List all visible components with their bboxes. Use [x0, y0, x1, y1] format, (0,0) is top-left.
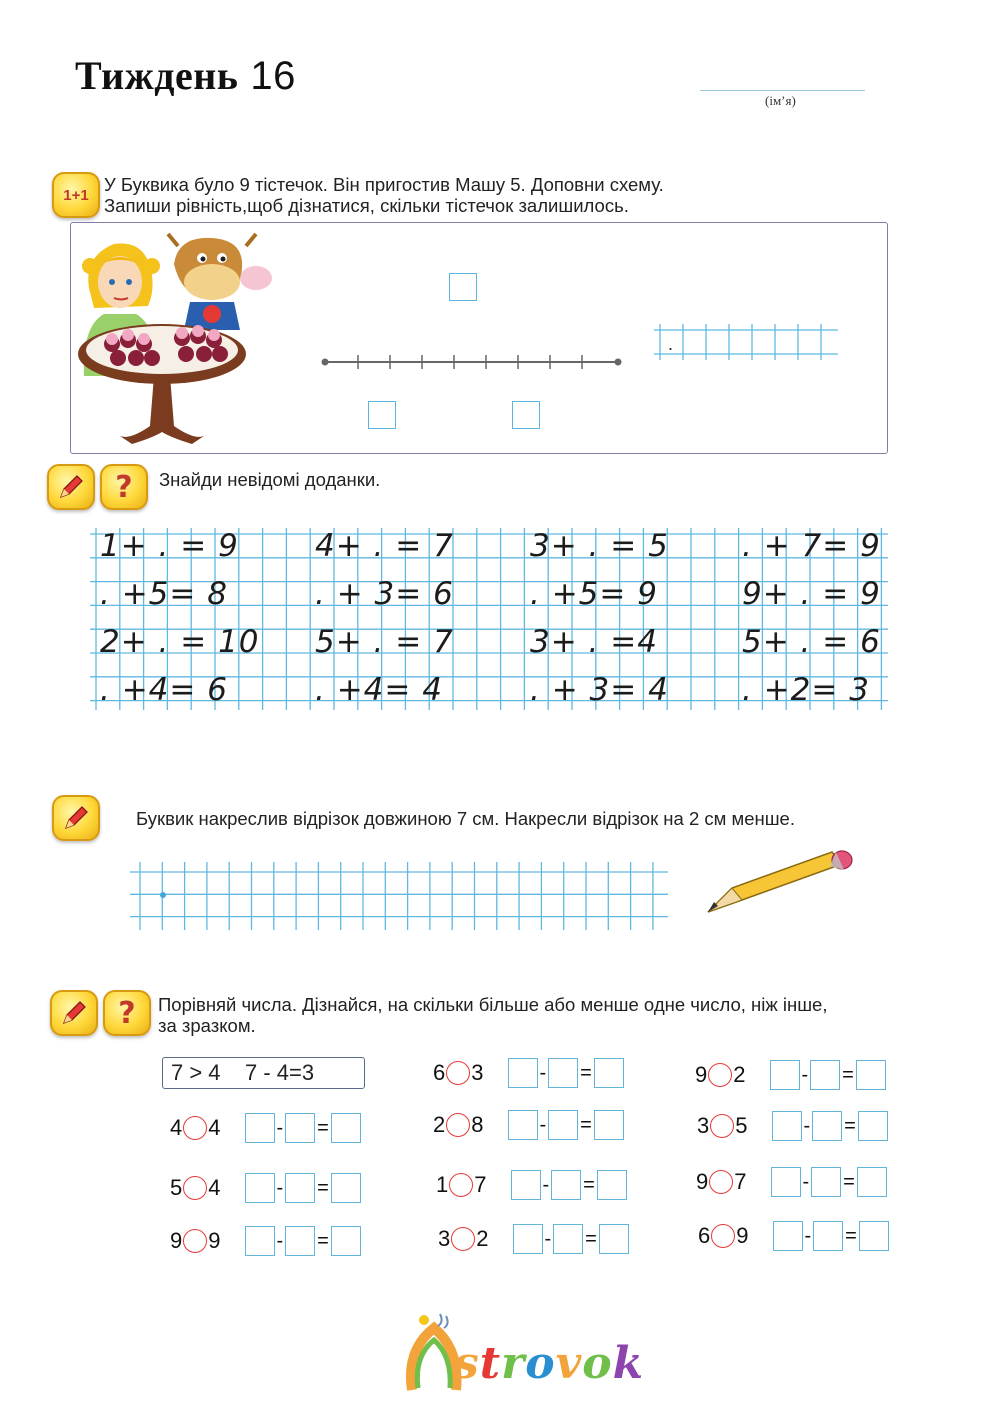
difference-box[interactable]: [331, 1226, 361, 1256]
number-a: 9: [695, 1062, 708, 1087]
logo-letter: k: [612, 1338, 645, 1389]
equals-sign: =: [844, 1114, 856, 1137]
segment-drawing-grid[interactable]: [130, 862, 668, 930]
number-b: 9: [208, 1228, 221, 1253]
comparison-sign-circle[interactable]: [183, 1116, 207, 1140]
scheme-part2-box[interactable]: [512, 401, 540, 429]
subtrahend-box[interactable]: [285, 1226, 315, 1256]
logo-letter: s: [454, 1338, 480, 1389]
logo-letter: o: [582, 1338, 613, 1389]
math-badge-icon: [52, 172, 100, 218]
equation-answer-grid[interactable]: [654, 324, 838, 360]
number-a: 3: [697, 1113, 710, 1138]
addend-equation[interactable]: . +5= 9: [530, 576, 658, 612]
pencil-badge-icon: [47, 464, 95, 510]
minus-sign: -: [539, 1113, 547, 1136]
subtrahend-box[interactable]: [811, 1167, 841, 1197]
scheme-total-box[interactable]: [449, 273, 477, 301]
subtrahend-box[interactable]: [548, 1110, 578, 1140]
comparison-sign-circle[interactable]: [446, 1113, 470, 1137]
number-b: 9: [736, 1223, 749, 1248]
segment-start-dot: [160, 892, 166, 898]
comparison-exercise: [695, 1060, 886, 1090]
equals-sign: =: [317, 1229, 329, 1252]
difference-box[interactable]: [599, 1224, 629, 1254]
comparison-sign-circle[interactable]: [451, 1227, 475, 1251]
addend-equation[interactable]: 5+ . = 6: [742, 624, 881, 660]
minuend-box[interactable]: [773, 1221, 803, 1251]
number-b: 3: [471, 1060, 484, 1085]
addend-equation[interactable]: 4+ . = 7: [315, 528, 454, 564]
addend-equation[interactable]: 5+ . = 7: [315, 624, 454, 660]
task1-text: [104, 174, 664, 216]
pencil-icon: [702, 850, 860, 916]
comparison-exercise: [698, 1221, 889, 1251]
comparison-exercise: [433, 1058, 624, 1088]
minuend-box[interactable]: [245, 1173, 275, 1203]
minuend-box[interactable]: [770, 1060, 800, 1090]
difference-box[interactable]: [857, 1167, 887, 1197]
subtrahend-box[interactable]: [813, 1221, 843, 1251]
subtrahend-box[interactable]: [285, 1113, 315, 1143]
minuend-box[interactable]: [508, 1110, 538, 1140]
question-badge-icon-2: ?: [103, 990, 151, 1036]
equals-sign: =: [585, 1227, 597, 1250]
number-a: 9: [170, 1228, 183, 1253]
number-b: 2: [476, 1226, 489, 1251]
comparison-sign-circle[interactable]: [183, 1229, 207, 1253]
minus-sign: -: [544, 1227, 552, 1250]
number-b: 5: [735, 1113, 748, 1138]
comparison-exercise: [170, 1113, 361, 1143]
minuend-box[interactable]: [245, 1113, 275, 1143]
task3-text: Буквик накреслив відрізок довжиною 7 см. Накресли відрізок на 2 см менше.: [136, 808, 795, 829]
number-a: 6: [433, 1060, 446, 1085]
equals-sign: =: [583, 1173, 595, 1196]
number-a: 5: [170, 1175, 183, 1200]
page-title: [75, 52, 296, 99]
minus-sign: -: [802, 1170, 810, 1193]
number-a: 4: [170, 1115, 183, 1140]
equals-sign: =: [580, 1113, 592, 1136]
comparison-sign-circle[interactable]: [711, 1224, 735, 1248]
comparison-exercise: [697, 1111, 888, 1141]
number-b: 4: [208, 1175, 221, 1200]
comparison-sign-circle[interactable]: [183, 1176, 207, 1200]
question-badge-icon: ?: [100, 464, 148, 510]
subtrahend-box[interactable]: [812, 1111, 842, 1141]
comparison-sign-circle[interactable]: [449, 1173, 473, 1197]
difference-box[interactable]: [859, 1221, 889, 1251]
cupcake-table-illustration: [74, 226, 284, 448]
pencil-badge-icon-2: [52, 795, 100, 841]
ostrovok-logo-text: [454, 1338, 644, 1389]
number-a: 1: [436, 1172, 449, 1197]
logo-letter: v: [555, 1338, 583, 1389]
number-b: 4: [208, 1115, 221, 1140]
number-line: [318, 350, 628, 374]
number-a: 3: [438, 1226, 451, 1251]
addend-equation[interactable]: 9+ . = 9: [742, 576, 881, 612]
logo-letter: o: [525, 1338, 556, 1389]
difference-box[interactable]: [331, 1113, 361, 1143]
title-number: 16: [250, 54, 296, 98]
addend-equation[interactable]: . +2= 3: [742, 672, 870, 708]
sample-text: 7 > 4 7 - 4=3: [171, 1060, 315, 1085]
title-word: Тиждень: [75, 53, 239, 98]
equals-sign: =: [845, 1224, 857, 1247]
minus-sign: -: [276, 1116, 284, 1139]
addend-equation[interactable]: 3+ . = 5: [530, 528, 669, 564]
addend-equation[interactable]: . +5= 8: [100, 576, 228, 612]
addend-equation[interactable]: . +4= 6: [100, 672, 228, 708]
number-a: 6: [698, 1223, 711, 1248]
minus-sign: -: [539, 1061, 547, 1084]
comparison-sign-circle[interactable]: [709, 1170, 733, 1194]
comparison-exercise: [170, 1173, 361, 1203]
addend-equation[interactable]: . + 3= 4: [530, 672, 669, 708]
name-field-line[interactable]: [700, 90, 865, 91]
number-b: 7: [474, 1172, 487, 1197]
equals-sign: =: [580, 1061, 592, 1084]
minuend-box[interactable]: [508, 1058, 538, 1088]
minus-sign: -: [276, 1176, 284, 1199]
comparison-sign-circle[interactable]: [710, 1114, 734, 1138]
comparison-sample: [162, 1057, 365, 1089]
minuend-box[interactable]: [771, 1167, 801, 1197]
task4-text-line2: за зразком.: [158, 1015, 256, 1036]
difference-box[interactable]: [858, 1111, 888, 1141]
comparison-sign-circle[interactable]: [446, 1061, 470, 1085]
comparison-exercise: [170, 1226, 361, 1256]
equals-sign: =: [843, 1170, 855, 1193]
subtrahend-box[interactable]: [553, 1224, 583, 1254]
addend-equation[interactable]: . +4= 4: [315, 672, 443, 708]
comparison-exercise: [696, 1167, 887, 1197]
cow-character-icon: [168, 234, 272, 330]
equals-sign: =: [317, 1176, 329, 1199]
minuend-box[interactable]: [513, 1224, 543, 1254]
subtrahend-box[interactable]: [810, 1060, 840, 1090]
number-b: 2: [733, 1062, 746, 1087]
minuend-box[interactable]: [511, 1170, 541, 1200]
comparison-exercise: [433, 1110, 624, 1140]
task2-text: Знайди невідомі доданки.: [159, 469, 381, 490]
grid-dot-mark: .: [668, 334, 674, 354]
name-caption: (ім’я): [765, 93, 796, 108]
subtrahend-box[interactable]: [285, 1173, 315, 1203]
equals-sign: =: [317, 1116, 329, 1139]
task4-text: [158, 994, 828, 1036]
logo-letters: [454, 1338, 644, 1389]
minus-sign: -: [276, 1229, 284, 1252]
number-b: 7: [734, 1169, 747, 1194]
addend-equation[interactable]: 3+ . =4: [530, 624, 658, 660]
addend-equation[interactable]: . + 3= 6: [315, 576, 454, 612]
minuend-box[interactable]: [772, 1111, 802, 1141]
task1-text-line2: Запиши рівність,щоб дізнатися, скільки тістечок залишилось.: [104, 195, 629, 216]
difference-box[interactable]: [594, 1058, 624, 1088]
minuend-box[interactable]: [245, 1226, 275, 1256]
addend-equation[interactable]: 1+ . = 9: [100, 528, 239, 564]
math-badge-label: 1+1: [63, 186, 89, 204]
scheme-part1-box[interactable]: [368, 401, 396, 429]
minus-sign: -: [542, 1173, 550, 1196]
number-b: 8: [471, 1112, 484, 1137]
comparison-exercise: [438, 1224, 629, 1254]
logo-letter: r: [501, 1338, 526, 1389]
number-a: 2: [433, 1112, 446, 1137]
task4-text-line1: Порівняй числа. Дізнайся, на скільки більше або менше одне число, ніж інше,: [158, 994, 828, 1015]
comparison-exercise: [436, 1170, 627, 1200]
minus-sign: -: [804, 1224, 812, 1247]
comparison-sign-circle[interactable]: [708, 1063, 732, 1087]
difference-box[interactable]: [597, 1170, 627, 1200]
pencil-badge-icon-3: [50, 990, 98, 1036]
addend-equation[interactable]: 2+ . = 10: [100, 624, 260, 660]
minus-sign: -: [801, 1063, 809, 1086]
difference-box[interactable]: [331, 1173, 361, 1203]
difference-box[interactable]: [856, 1060, 886, 1090]
subtrahend-box[interactable]: [551, 1170, 581, 1200]
number-a: 9: [696, 1169, 709, 1194]
task1-text-line1: У Буквика було 9 тістечок. Він пригостив Машу 5. Доповни схему.: [104, 174, 664, 195]
equals-sign: =: [842, 1063, 854, 1086]
logo-letter: t: [479, 1338, 502, 1389]
addend-equation[interactable]: . + 7= 9: [742, 528, 881, 564]
subtrahend-box[interactable]: [548, 1058, 578, 1088]
difference-box[interactable]: [594, 1110, 624, 1140]
minus-sign: -: [803, 1114, 811, 1137]
